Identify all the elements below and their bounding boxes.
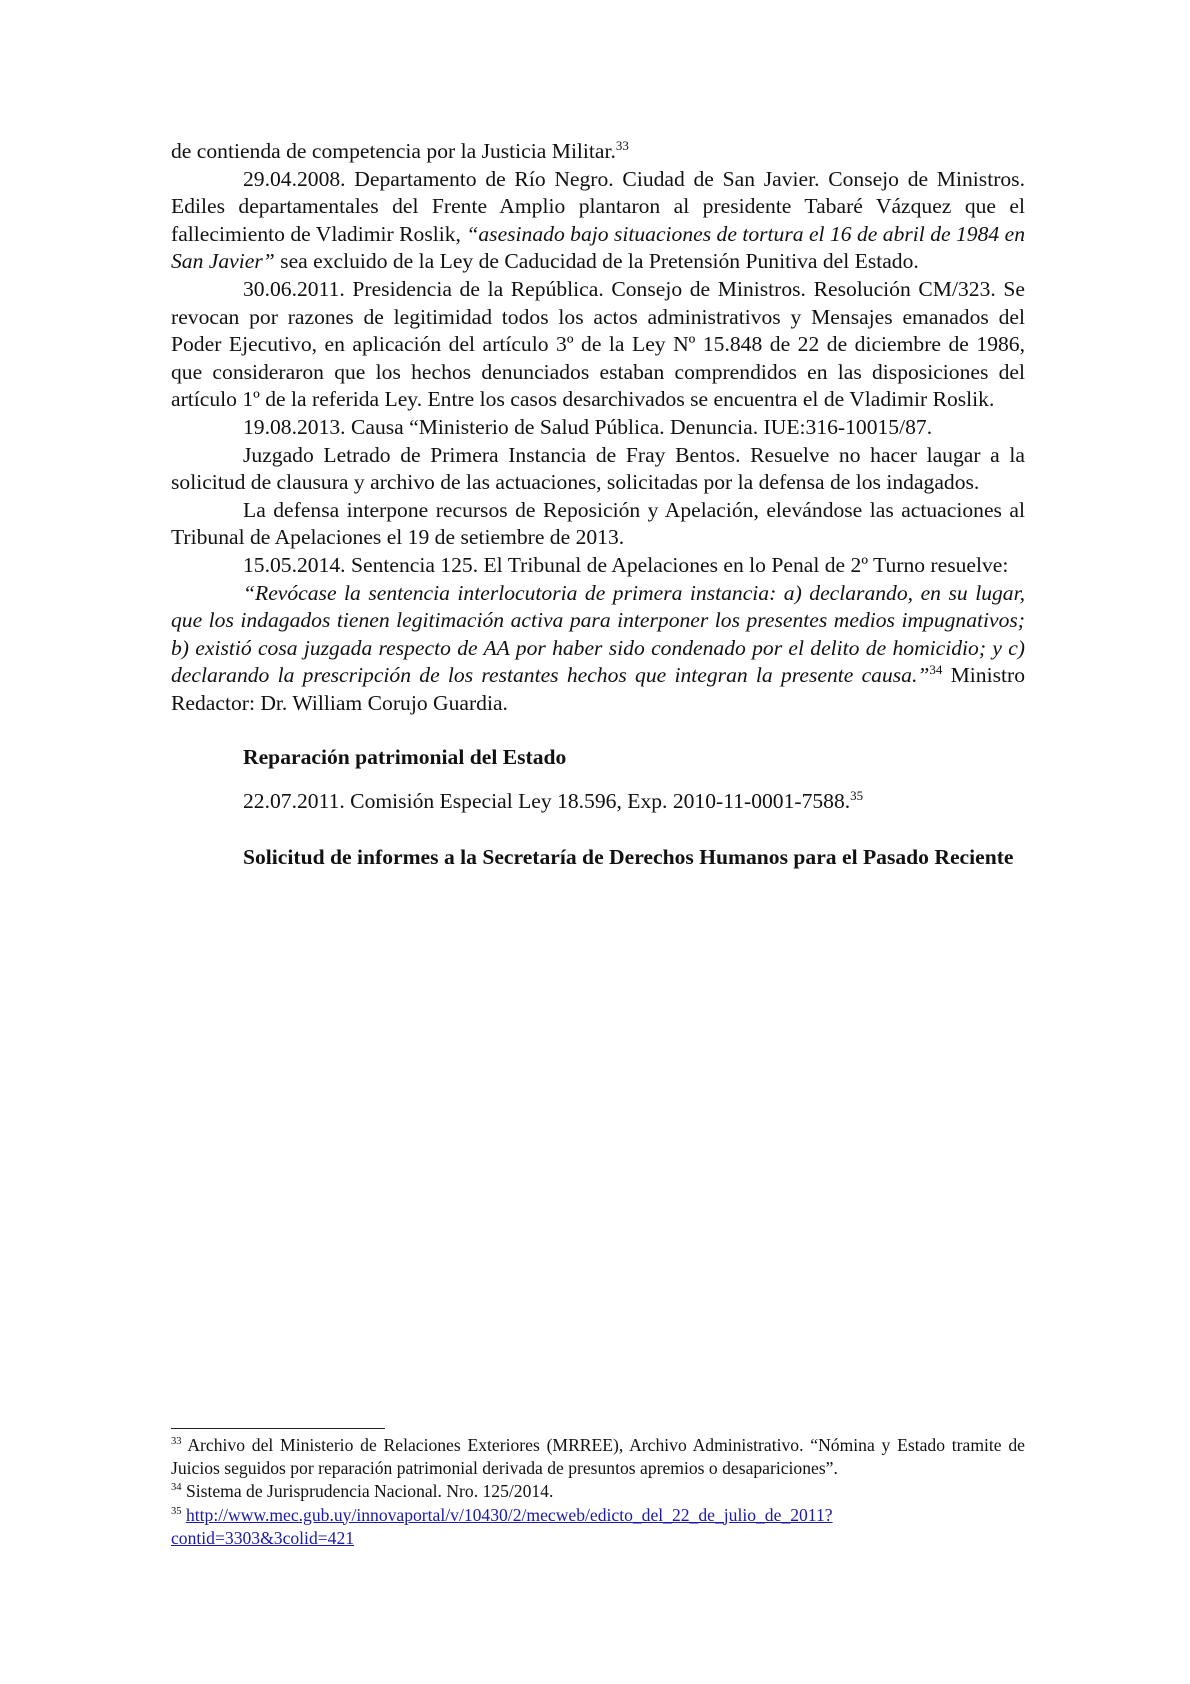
- heading-solicitud-informes: Solicitud de informes a la Secretaría de Derechos Humanos para el Pasado Reciente: [243, 844, 1014, 869]
- paragraph-resolucion-cm323: 30.06.2011. Presidencia de la República. Consejo de Ministros. Resolución CM/323. Se revocan por razones de legitimidad todos los actos administrativos y Mensajes emanados del Poder Ejecutivo, en aplicación del artículo 3º de la Ley Nº 15.848 de 22 de diciembre de 1986, que consideraron que los hechos denunciados estaban comprendidos en las disposiciones del artículo 1º de la referida Ley. Entre los casos desarchivados se encuentra el de Vladimir Roslik.: [171, 276, 1025, 412]
- document-body: [171, 138, 1025, 871]
- footnote-34: $^{34}$ Sistema de Jurisprudencia Nacional. Nro. 125/2014.: [171, 1481, 554, 1502]
- footnote-separator: [171, 1428, 385, 1429]
- paragraph-continuation: de contienda de competencia por la Justicia Militar.$^{33}$: [171, 137, 629, 163]
- paragraph-comision-especial: 22.07.2011. Comisión Especial Ley 18.596, Exp. 2010-11-0001-7588.35: [243, 787, 864, 814]
- footnote-35-link[interactable]: http://www.mec.gub.uy/innovaportal/v/10430/2/mecweb/edicto_del_22_de_julio_de_2011?: [185, 1504, 833, 1525]
- footnote-35-link-cont[interactable]: contid=3303&3colid=421: [171, 1527, 355, 1548]
- quote-roslik: “asesinado bajo situaciones de tortura el 16 de abril de 1984 en San Javier”: [171, 221, 1026, 274]
- footnote-ref-33[interactable]: 33: [615, 137, 629, 153]
- heading-reparacion-patrimonial: Reparación patrimonial del Estado: [243, 745, 567, 770]
- paragraph-sentencia-quote: “Revócase la sentencia interlocutoria de primera instancia: a) declarando, en su lugar, que los indagados tienen legitimación activa para interponer los presentes medios impugnativos; b) existió cosa juzgada respecto de AA por haber sido condenado por el delito de homicidio; y c) declarando la prescripción de los restantes hechos que integran la presente causa.”$^{34}$ Ministro Redactor: Dr. William Corujo Guardia.: [171, 580, 1025, 715]
- paragraph-causa-msp: 19.08.2013. Causa “Ministerio de Salud Pública. Denuncia. IUE:316-10015/87.: [243, 414, 933, 439]
- footnote-33: $^{33}$ Archivo del Ministerio de Relaciones Exteriores (MRREE), Archivo Administrativo. “Nómina y Estado tramite de Juicios seguidos por reparación patrimonial derivada de presuntos apremios o desapariciones”.: [171, 1435, 1025, 1479]
- paragraph-defensa-recursos: La defensa interpone recursos de Reposición y Apelación, elevándose las actuaciones al Tribunal de Apelaciones el 19 de setiembre de 2013.: [171, 497, 1025, 550]
- paragraph-juzgado-fray-bentos: Juzgado Letrado de Primera Instancia de Fray Bentos. Resuelve no hacer laugar a la solicitud de clausura y archivo de las actuaciones, solicitadas por la defensa de los indagados.: [171, 442, 1025, 495]
- footnote-35: $^{35}$ http://www.mec.gub.uy/innovaportal/v/10430/2/mecweb/edicto_del_22_de_julio_de_2011? contid=3303&3colid=421: [171, 1504, 833, 1548]
- paragraph-sentencia-125: 15.05.2014. Sentencia 125. El Tribunal de Apelaciones en lo Penal de 2º Turno resuelve:: [243, 552, 1009, 577]
- footnote-ref-35[interactable]: 35: [850, 787, 864, 803]
- footnotes: [171, 1434, 1025, 1550]
- quote-sentencia: “Revócase la sentencia interlocutoria de primera instancia: a) declarando, en su lugar, que los indagados tienen legitimación activa para interponer los presentes medios impugnativos; b) existió cosa juzgada respecto de AA por haber sido condenado por el delito de homicidio; y c) declarando la prescripción de los restantes hechos que integran la presente causa.”: [171, 580, 1025, 688]
- footnote-ref-34[interactable]: 34: [929, 662, 943, 678]
- paragraph-rio-negro: 29.04.2008. Departamento de Río Negro. Ciudad de San Javier. Consejo de Ministros. Ediles departamentales del Frente Amplio plantaron al presidente Tabaré Vázquez que el fallecimiento de Vladimir Roslik, “asesinado bajo situaciones de tortura el 16 de abril de 1984 en San Javier” sea excluido de la Ley de Caducidad de la Pretensión Punitiva del Estado.: [171, 166, 1026, 274]
